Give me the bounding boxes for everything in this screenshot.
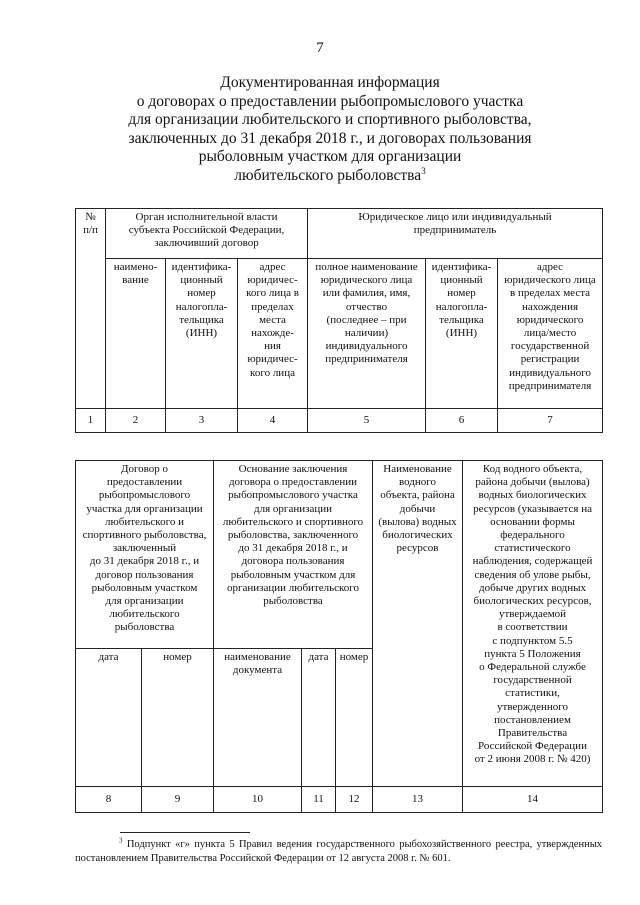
header-document-number: номер [336, 649, 373, 787]
header-entity-inn: идентифика- ционный номер налогопла- тельщика (ИНН) [426, 259, 498, 409]
header-water-object-code: Код водного объекта, района добычи (вылова) водных биологических ресурсов (указывается на основании формы федерального статистического наблюдения, содержащей сведения об улове рыбы, добыче других водных биологических ресурсов, утверждаемой в соответствии с подпунктом 5.5 пункта 5 Положения о Федеральной службе государственной статистики, утвержденного постановлением Правительства Российской Федерации от 2 июня 2008 г. № 420) [463, 461, 603, 787]
footnote-mark: 3 [119, 836, 123, 845]
header-contract: Договор о предоставлении рыбопромыслового участка для организации любительского и спортивного рыболовства, заключенный до 31 декабря 2018 г., и договор пользования рыболовным участком для организации любительского рыболовства [76, 461, 214, 649]
header-document-name: наименование документа [214, 649, 302, 787]
header-legal-entity: Юридическое лицо или индивидуальный предприниматель [308, 209, 603, 259]
column-number: 1 [76, 409, 106, 433]
footnote-text: Подпункт «г» пункта 5 Правил ведения государственного рыбохозяйственного реестра, утвержденных постановлением Правительства Российской Федерации от 12 августа 2008 г. № 601. [75, 839, 602, 864]
table-contract-details [75, 460, 603, 813]
title-line [90, 167, 570, 186]
column-number: 8 [76, 787, 142, 813]
page-number: 7 [316, 40, 324, 56]
column-number: 7 [498, 409, 603, 433]
header-row-number: № п/п [76, 209, 106, 409]
column-number: 4 [238, 409, 308, 433]
column-number: 6 [426, 409, 498, 433]
column-number: 14 [463, 787, 603, 813]
header-authority-inn: идентифика- ционный номер налогопла- тельщика (ИНН) [166, 259, 238, 409]
column-number: 11 [302, 787, 336, 813]
header-contract-number: номер [142, 649, 214, 787]
title-line: заключенных до 31 декабря 2018 г., и договорах пользования [128, 129, 532, 147]
table-contract-parties [75, 208, 603, 433]
title-line: о договорах о предоставлении рыбопромыслового участка [136, 92, 524, 110]
column-number: 5 [308, 409, 426, 433]
column-number: 13 [373, 787, 463, 813]
header-document-date: дата [302, 649, 336, 787]
header-entity-address: адрес юридического лица в пределах места нахождения юридического лица/место государственной регистрации индивидуального предпринимателя [498, 259, 603, 409]
header-contract-basis: Основание заключения договора о предоставлении рыбопромыслового участка для организации любительского и спортивного рыболовства, заключенного до 31 декабря 2018 г., и договора пользования рыболовным участком для организации любительского рыболовства [214, 461, 373, 649]
column-number: 12 [336, 787, 373, 813]
header-entity-name: полное наименование юридического лица или фамилия, имя, отчество (последнее – при наличии) индивидуального предпринимателя [308, 259, 426, 409]
column-number: 9 [142, 787, 214, 813]
header-executive-authority: Орган исполнительной власти субъекта Российской Федерации, заключивший договор [106, 209, 308, 259]
document-title [90, 74, 570, 185]
footnote [75, 838, 602, 866]
column-number: 10 [214, 787, 302, 813]
footnote-separator [120, 832, 250, 833]
header-water-object: Наименование водного объекта, района добычи (вылова) водных биологических ресурсов [373, 461, 463, 787]
header-contract-date: дата [76, 649, 142, 787]
header-authority-address: адрес юридичес- кого лица в пределах места нахожде- ния юридичес- кого лица [238, 259, 308, 409]
title-line: для организации любительского и спортивного рыболовства, [128, 111, 532, 128]
title-line: Документированная информация [220, 74, 440, 91]
column-number: 2 [106, 409, 166, 433]
column-number: 3 [166, 409, 238, 433]
title-line: рыболовным участком для организации [198, 148, 462, 165]
header-authority-name: наимено- вание [106, 259, 166, 409]
title-line-text: любительского рыболовства [234, 166, 422, 184]
footnote-reference: 3 [421, 165, 426, 176]
